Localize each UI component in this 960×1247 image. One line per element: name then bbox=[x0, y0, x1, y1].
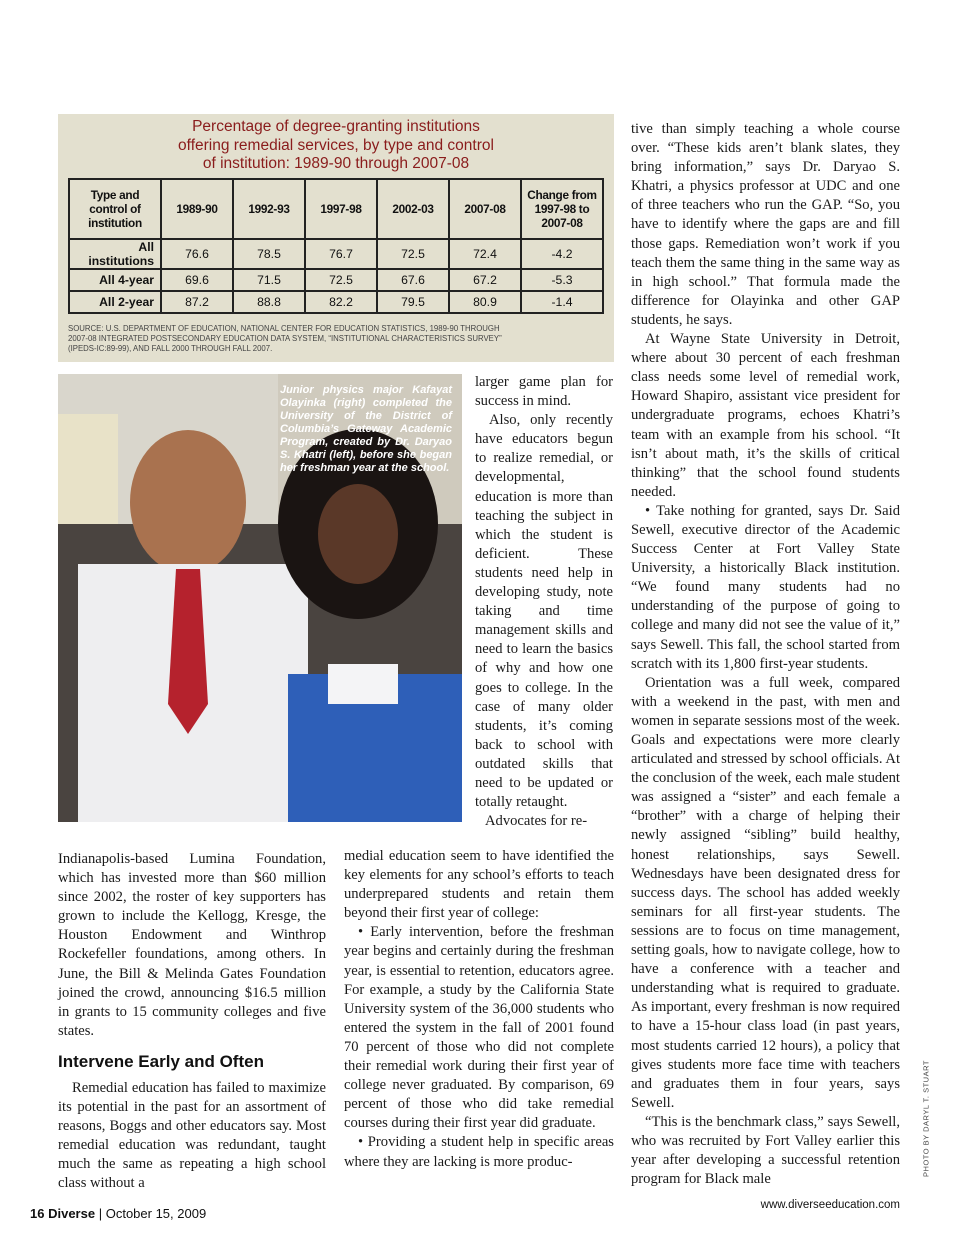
column-header-1997: 1997-98 bbox=[305, 179, 377, 239]
article-column-left-after-heading bbox=[58, 1079, 326, 1194]
column-header-2002: 2002-03 bbox=[377, 179, 449, 239]
table-title-line: of institution: 1989-90 through 2007-08 bbox=[202, 155, 470, 172]
table-row bbox=[69, 239, 603, 269]
remedial-services-table bbox=[68, 178, 604, 314]
table-cell: 87.2 bbox=[161, 291, 233, 313]
article-paragraph: medial education seem to have identified the key elements for any school’s efforts to teach underprepared students and retain them beyond their first year of college: bbox=[344, 848, 614, 922]
row-label: All 2-year bbox=[69, 291, 161, 313]
table-cell: 80.9 bbox=[449, 291, 521, 313]
table-cell: 88.8 bbox=[233, 291, 305, 313]
article-paragraph: • Early intervention, before the freshman year begins and certainly during the freshman year, is essential to retention, educators agree. For example, a study by the California State University system of the 36,000 students who entered the system in the fall of 2001 found 70 percent of those who did not complete their remedial work during their first year of college never graduated. By comparison, 69 percent of those who did take remedial courses during their first year did graduate. bbox=[344, 924, 614, 1132]
table-cell: 82.2 bbox=[305, 291, 377, 313]
table-cell: 69.6 bbox=[161, 269, 233, 291]
table-cell: 78.5 bbox=[233, 239, 305, 269]
column-header-change: Change from 1997-98 to 2007-08 bbox=[521, 179, 603, 239]
article-column-left bbox=[58, 850, 326, 1041]
table-cell: 72.4 bbox=[449, 239, 521, 269]
article-paragraph: larger game plan for success in mind. bbox=[475, 374, 613, 410]
article-paragraph: Remedial education has failed to maximize its potential in the past for an assortment of reasons, Boggs and other educators say. Most remedial education was redundant, taught much the same as repeating a high school class without a bbox=[58, 1080, 326, 1192]
article-column-right bbox=[631, 120, 900, 1189]
table-cell: 72.5 bbox=[377, 239, 449, 269]
article-paragraph: Also, only recently have educators begun to realize remedial, or developmental, education is more than teaching the subject in which the student is deficient. These students need help in developing study, note taking and time management skills and need to learn the basics of why and how one goes to college. In the case of many older students, it’s coming back to school with outdated skills that need to be updated or totally retaught. bbox=[475, 412, 613, 811]
table-cell: 72.5 bbox=[305, 269, 377, 291]
column-header-1992: 1992-93 bbox=[233, 179, 305, 239]
table-title-line: Percentage of degree-granting institutions bbox=[192, 118, 480, 135]
table-cell: -5.3 bbox=[521, 269, 603, 291]
article-column-middle-top bbox=[475, 373, 613, 831]
table-title-line: offering remedial services, by type and control bbox=[178, 136, 494, 154]
table-cell: -4.2 bbox=[521, 239, 603, 269]
table-source-note: SOURCE: U.S. DEPARTMENT OF EDUCATION, NATIONAL CENTER FOR EDUCATION STATISTICS, 1989-90 THROUGH 2007-08 INTEGRATED POSTSECONDARY EDUCATION DATA SYSTEM, “INSTITUTIONAL CHARACTERISTICS SURVEY” (IPEDS-IC:89-99), AND FALL 2000 THROUGH FALL 2007. bbox=[68, 324, 502, 353]
table-title bbox=[58, 118, 614, 174]
table-cell: 76.6 bbox=[161, 239, 233, 269]
article-paragraph: Indianapolis-based Lumina Foundation, which has invested more than $60 million since 2002, the roster of key supporters has grown to include the Kellogg, Kresge, the Houston Endowment and Winthrop Rockefeller foundations, among others. In June, the Bill & Melinda Gates Foundation joined the crowd, announcing $16.5 million in grants to 15 community colleges and five states. bbox=[58, 851, 326, 1039]
article-paragraph: • Take nothing for granted, says Dr. Said Sewell, executive director of the Academic Success Center at Fort Valley State University, a historically Black institution. “We found many students had no understanding of the purpose of going to college and many did not see the value of it,” says Sewell. This fall, the school started from scratch with its 1,800 first-year students. bbox=[631, 502, 900, 672]
article-photo bbox=[58, 374, 462, 822]
page-number: 16 bbox=[30, 1206, 45, 1221]
column-header-1989: 1989-90 bbox=[161, 179, 233, 239]
table-header-row bbox=[69, 179, 603, 239]
table-cell: 67.2 bbox=[449, 269, 521, 291]
statistics-table-box bbox=[58, 114, 614, 362]
photo-caption: Junior physics major Kafayat Olayinka (right) completed the University of the District of Columbia’s Gateway Academic Program, created by Dr. Daryao S. Khatri (left), before she began her freshman year at the school. bbox=[280, 384, 452, 474]
publication-name: Diverse bbox=[48, 1206, 96, 1221]
table-cell: 67.6 bbox=[377, 269, 449, 291]
row-label: All 4-year bbox=[69, 269, 161, 291]
table-cell: 76.7 bbox=[305, 239, 377, 269]
article-paragraph: “This is the benchmark class,” says Sewell, who was recruited by Fort Valley earlier this year after developing a successful retention program for Black male bbox=[631, 1113, 900, 1188]
table-cell: 71.5 bbox=[233, 269, 305, 291]
article-column-middle-bottom bbox=[344, 847, 614, 1172]
article-paragraph: • Providing a student help in specific areas where they are lacking is more produc- bbox=[344, 1134, 614, 1170]
article-paragraph: tive than simply teaching a whole course over. “These kids aren’t blank slates, they bring information,” says Dr. Daryao S. Khatri, a physics professor at UDC and one of three teachers who run the GAP. “So, you have to identify where the gaps are and fill those gaps. Remediation won’t work if you teach them the same thing in the same way as in high school.” That formula made the difference for Olayinka and other GAP students, he says. bbox=[631, 121, 900, 328]
article-paragraph: Orientation was a full week, compared with a weekend in the past, with men and women in separate sessions most of the week. Goals and expectations were more clearly articulated and stressed by school officials. At the conclusion of the week, each male student was assigned a “sister” and each female a “brother” with a charge of helping their newly assigned “sibling” build healthy, honest relationships, says Sewell. Wednesdays have been designated dress for success days. The school has added weekly seminars for all first-year students. The sessions are to focus on time management, setting goals, how to navigate college, how to have a conference with a teacher and understanding what is required to graduate. As important, every freshman is now required to have a 15-hour class load (in past years, most students carried 12 hours), a policy that gives students more face time with teachers and graduates them in four years, says Sewell. bbox=[631, 674, 900, 1111]
photo-credit-text: PHOTO BY DARYL T. STUART bbox=[921, 1060, 931, 1177]
article-paragraph: Advocates for re- bbox=[485, 813, 588, 830]
column-header-type: Type and control of institution bbox=[69, 179, 161, 239]
issue-date: October 15, 2009 bbox=[105, 1206, 207, 1221]
page-footer-left bbox=[30, 1206, 206, 1221]
photo-credit bbox=[916, 1060, 931, 1180]
table-row bbox=[69, 291, 603, 313]
column-header-2007: 2007-08 bbox=[449, 179, 521, 239]
section-heading: Intervene Early and Often bbox=[58, 1052, 264, 1071]
table-cell: -1.4 bbox=[521, 291, 603, 313]
footer-separator: | bbox=[98, 1206, 103, 1221]
row-label: All institutions bbox=[69, 239, 161, 269]
table-cell: 79.5 bbox=[377, 291, 449, 313]
website-url[interactable]: www.diverseeducation.com bbox=[760, 1199, 900, 1211]
table-row bbox=[69, 269, 603, 291]
article-paragraph: At Wayne State University in Detroit, where about 30 percent of each freshman class needs some level of remedial work, Howard Shapiro, assistant vice president for undergraduate programs, echoes Khatri’s team with an example from his school. “It isn’t about math, it’s the skills of critical thinking” that the school found students needed. bbox=[631, 331, 900, 500]
